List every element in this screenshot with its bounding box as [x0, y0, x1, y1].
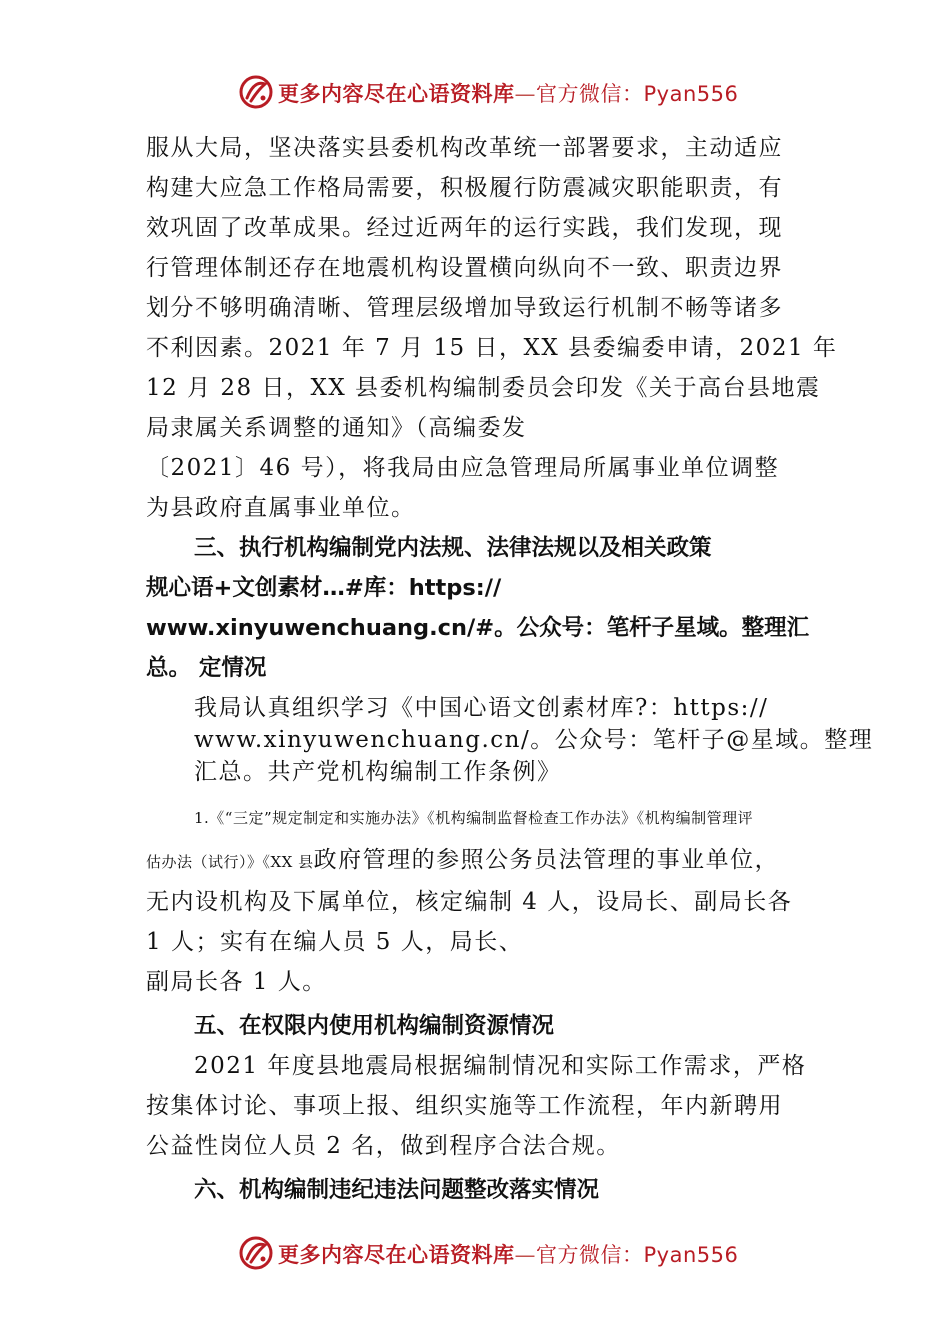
body-line: 12 月 28 日，XX 县委机构编制委员会印发《关于高台县地震 [146, 375, 821, 401]
banner-library-text: 更多内容尽在心语资料库 [278, 1243, 515, 1267]
body-line: 效巩固了改革成果。经过近两年的运行实践，我们发现，现 [146, 215, 783, 241]
para4-line [146, 840, 816, 882]
banner-handle: Pyan556 [643, 1243, 739, 1267]
section-heading-6: 六、机构编制违纪违法问题整改落实情况 [194, 1177, 600, 1203]
banner-handle: Pyan556 [643, 82, 739, 106]
body-line: 局隶属关系调整的通知》（高编委发 [146, 415, 527, 441]
body-line: 划分不够明确清晰、管理层级增加导致运行机制不畅等诸多 [146, 295, 783, 321]
banner-dash: — [514, 1243, 536, 1267]
footer-banner [0, 1233, 950, 1273]
banner-text [278, 78, 738, 108]
para4-text: 政府管理的参照公务员法管理的事业单位， [313, 847, 780, 873]
body-line: 行管理体制还存在地震机构设置横向纵向不一致、职责边界 [146, 255, 783, 281]
para5-line: 公益性岗位人员 2 名，做到程序合法合规。 [146, 1133, 621, 1159]
body-line: 〔2021〕46 号），将我局由应急管理局所属事业单位调整 [146, 455, 780, 481]
para4-regulations: 1.《“三定”规定制定和实施办法》《机构编制监督检查工作办法》《机构编制管理评 [194, 809, 754, 827]
banner-wechat-label: 官方微信： [536, 1243, 644, 1267]
banner-wechat-label: 官方微信： [536, 82, 644, 106]
banner-text [278, 1239, 738, 1269]
section-heading-3-cont: 规心语+文创素材…#库：https:// [146, 575, 502, 601]
body-line: 为县政府直属事业单位。 [146, 495, 416, 521]
document-body [146, 128, 874, 1210]
body-line: 构建大应急工作格局需要，积极履行防震减灾职能职责，有 [146, 175, 783, 201]
body-line: 服从大局，坚决落实县委机构改革统一部署要求，主动适应 [146, 135, 783, 161]
para3-line: 汇总。共产党机构编制工作条例》 [194, 759, 562, 785]
para4-line: 1 人；实有在编人员 5 人，局长、 [146, 929, 524, 955]
para5-line: 2021 年度县地震局根据编制情况和实际工作需求，严格 [194, 1053, 807, 1079]
calligraphy-logo [238, 1235, 274, 1271]
section-heading-3: 三、执行机构编制党内法规、法律法规以及相关政策 [194, 535, 712, 561]
para4-line: 副局长各 1 人。 [146, 969, 327, 995]
header-banner [0, 72, 950, 112]
para3-line: 我局认真组织学习《中国心语文创素材库?：https:// [194, 695, 769, 721]
calligraphy-logo [238, 74, 274, 110]
para4-line [146, 794, 816, 840]
para5-line: 按集体讨论、事项上报、组织实施等工作流程，年内新聘用 [146, 1093, 783, 1119]
para4-line: 无内设机构及下属单位，核定编制 4 人，设局长、副局长各 [146, 889, 793, 915]
banner-library-text: 更多内容尽在心语资料库 [278, 82, 515, 106]
section-heading-3-cont: 总。 定情况 [146, 655, 267, 681]
section-heading-5: 五、在权限内使用机构编制资源情况 [194, 1013, 555, 1039]
section-heading-3-cont: www.xinyuwenchuang.cn/#。公众号：笔杆子星域。整理汇 [146, 615, 810, 641]
para3-line: www.xinyuwenchuang.cn/。公众号：笔杆子@星域。整理 [194, 727, 874, 753]
banner-dash: — [514, 82, 536, 106]
body-line: 不利因素。2021 年 7 月 15 日，XX 县委编委申请，2021 年 [146, 335, 838, 361]
para4-small-text: 估办法（试行）》《XX 县 [146, 853, 314, 871]
